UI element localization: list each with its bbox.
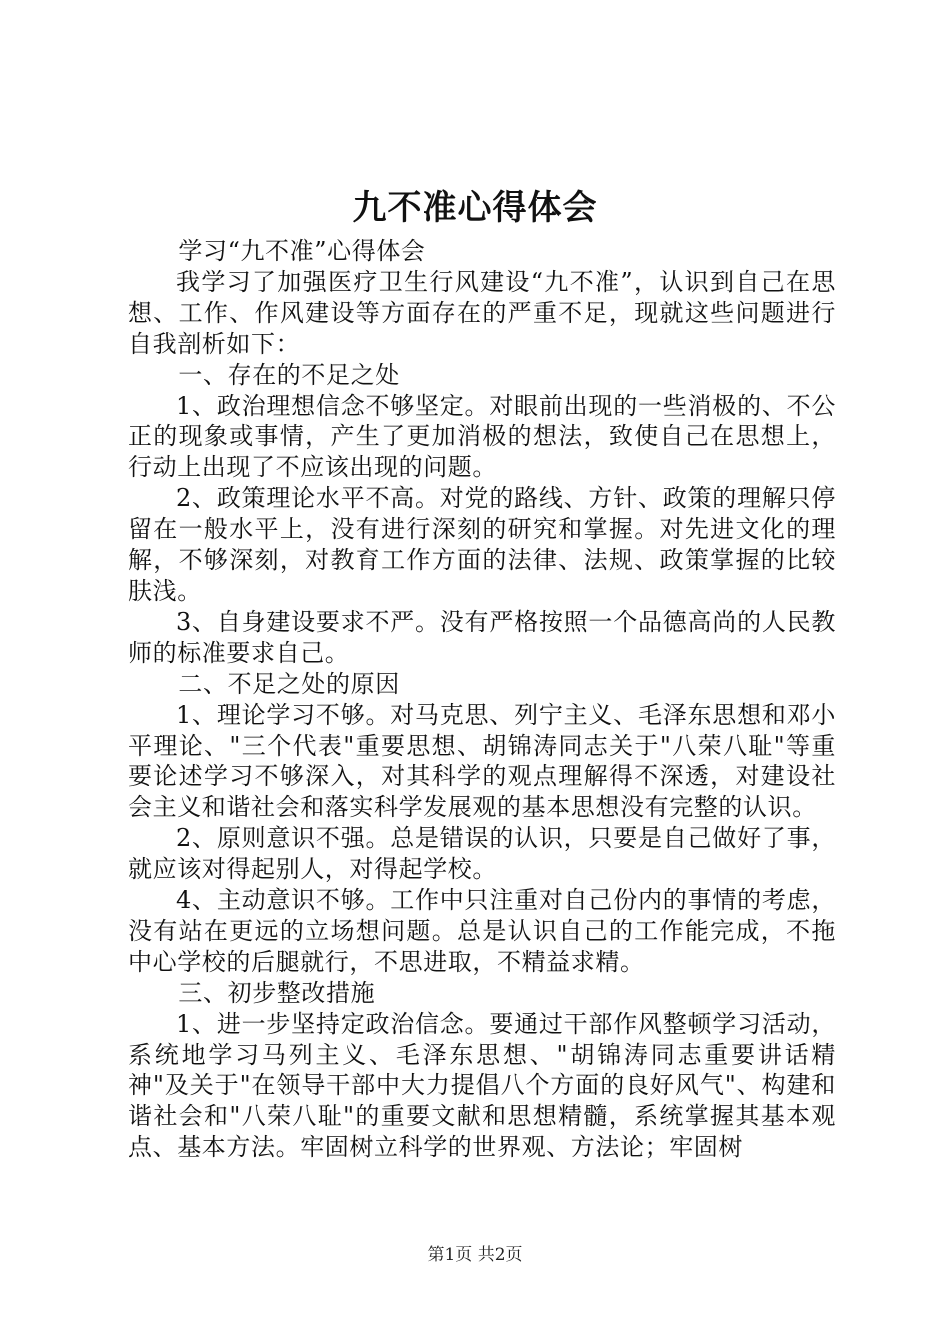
section-heading-measures: 三、初步整改措施 (178, 978, 376, 1007)
paragraph-item: 2、原则意识不强。总是错误的认识，只要是自己做好了事，就应该对得起别人，对得起学校。 (128, 824, 836, 884)
paragraph-item: 1、进一步坚持定政治信念。要通过干部作风整顿学习活动，系统地学习马列主义、毛泽东思想、"胡锦涛同志重要讲话精神"及关于"在领导干部中大力提倡八个方面的良好风气"、构建和谐社会和"八荣八耻"的重要文献和思想精髓，系统掌握其基本观点、基本方法。牢固树立科学的世界观、方法论；牢固树 (128, 1009, 836, 1162)
section-heading-shortcomings: 一、存在的不足之处 (178, 360, 400, 389)
paragraph-item: 2、政策理论水平不高。对党的路线、方针、政策的理解只停留在一般水平上，没有进行深刻的研究和掌握。对先进文化的理解，不够深刻，对教育工作方面的法律、法规、政策掌握的比较肤浅。 (128, 484, 836, 605)
paragraph-item: 1、政治理想信念不够坚定。对眼前出现的一些消极的、不公正的现象或事情，产生了更加消极的想法，致使自己在思想上，行动上出现了不应该出现的问题。 (128, 391, 836, 482)
paragraph-item: 4、主动意识不够。工作中只注重对自己份内的事情的考虑，没有站在更远的立场想问题。总是认识自己的工作能完成，不拖中心学校的后腿就行，不思进取，不精益求精。 (128, 886, 836, 976)
section-heading-causes: 二、不足之处的原因 (178, 669, 400, 698)
paragraph-intro: 我学习了加强医疗卫生行风建设“九不准”，认识到自己在思想、工作、作风建设等方面存在的严重不足，现就这些问题进行自我剖析如下： (128, 267, 836, 358)
document-body (128, 236, 836, 1163)
document-title: 九不准心得体会 (352, 188, 598, 228)
paragraph-item: 3、自身建设要求不严。没有严格按照一个品德高尚的人民教师的标准要求自己。 (128, 607, 836, 667)
page-footer: 第1页 共2页 (427, 1245, 523, 1265)
paragraph-subtitle: 学习“九不准”心得体会 (178, 237, 426, 265)
paragraph-item: 1、理论学习不够。对马克思、列宁主义、毛泽东思想和邓小平理论、"三个代表"重要思想、胡锦涛同志关于"八荣八耻"等重要论述学习不够深入，对其科学的观点理解得不深透，对建设社会主义和谐社会和落实科学发展观的基本思想没有完整的认识。 (128, 700, 836, 822)
